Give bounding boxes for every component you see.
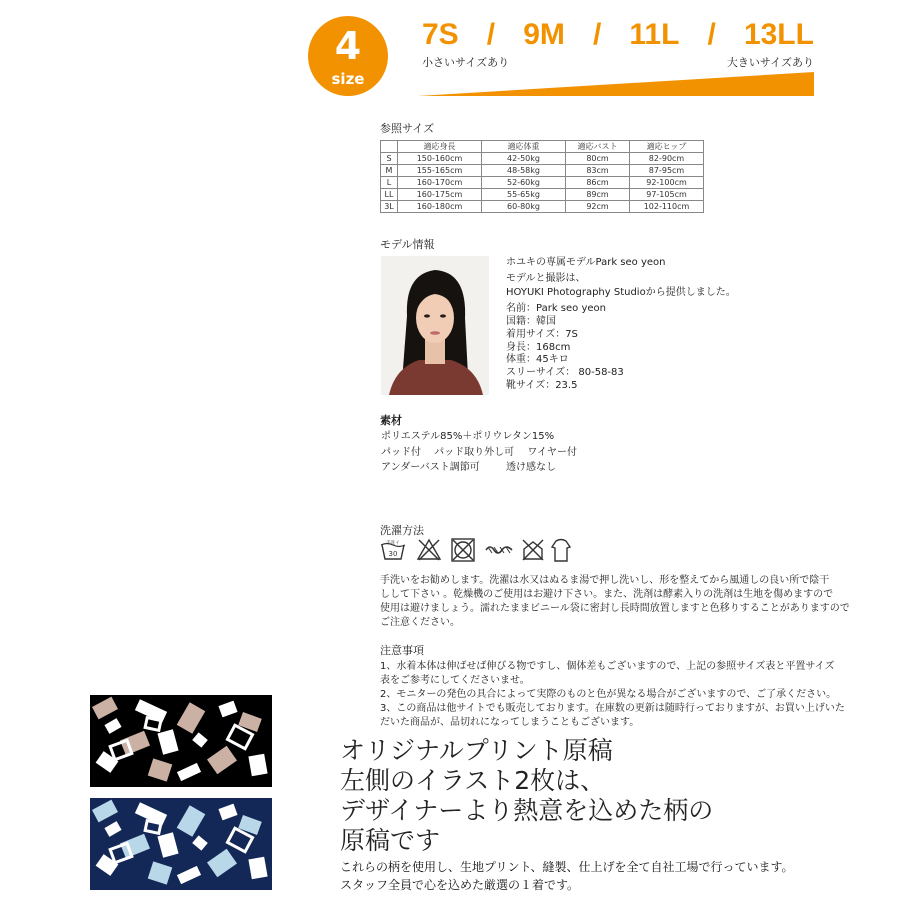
table-cell: 55-65kg (482, 189, 566, 201)
size-range-band (418, 72, 814, 96)
no-wring-icon (484, 537, 514, 563)
table-cell: 102-110cm (630, 201, 704, 213)
size-count-badge (308, 16, 388, 96)
table-cell: 83cm (566, 165, 630, 177)
table-cell: 160-175cm (398, 189, 482, 201)
size-9m: 9M (523, 18, 565, 51)
table-cell: 86cm (566, 177, 630, 189)
material-line: アンダーバスト調節可 透け感なし (381, 462, 557, 473)
table-row (381, 189, 704, 201)
model-line: 身長：168cm (506, 342, 571, 353)
table-cell: S (381, 153, 398, 165)
factory-note-line: スタッフ全員で心を込めた厳選の１着です。 (340, 878, 580, 892)
note-line: 1、水着本体は伸ばせば伸びる物ですし、個体差もございますので、上記の参照サイズ表と平置サイズ (380, 661, 835, 672)
original-print-line: オリジナルプリント原稿 (340, 736, 613, 765)
size-separator: / (707, 18, 716, 51)
model-photo (381, 256, 489, 395)
original-print-line: 左側のイラスト2枚は、 (340, 766, 606, 795)
print-pattern-sample-top (90, 695, 272, 787)
model-line: モデルと撮影は、 (506, 273, 586, 284)
small-size-note: 小さいサイズあり (422, 56, 510, 69)
model-line: 国籍：韓国 (506, 316, 556, 327)
print-pattern-sample-bottom (90, 798, 272, 890)
no-dry-clean-icon (520, 537, 546, 563)
size-separator: / (592, 18, 602, 51)
size-count-label: size (331, 70, 365, 88)
no-bleach-icon (416, 537, 442, 563)
model-line: 靴サイズ：23.5 (506, 380, 578, 391)
material-line: ポリエステル85%＋ポリウレタン15% (381, 431, 555, 442)
washing-text-line: 手洗いをお勧めします。洗濯は水又はぬるま湯で押し洗いし、形を整えてから風通しの良い所で陰干 (380, 575, 830, 586)
model-line: スリーサイズ： 80-58-83 (506, 367, 624, 378)
table-row (381, 177, 704, 189)
table-row (381, 153, 704, 165)
size-count-number: 4 (334, 24, 362, 68)
size-separator: / (486, 18, 496, 51)
table-header-row (381, 141, 704, 153)
table-cell: 92-100cm (630, 177, 704, 189)
table-cell: 97-105cm (630, 189, 704, 201)
hand-wash-icon (380, 537, 406, 563)
column-header (381, 141, 398, 153)
reference-size-table (380, 140, 704, 213)
note-line: 2、モニターの発色の具合によって実際のものと色が異なる場合がございますので、ご了承ください。 (380, 689, 837, 700)
column-header: 適応体重 (482, 141, 566, 153)
table-cell: 3L (381, 201, 398, 213)
table-cell: 82-90cm (630, 153, 704, 165)
size-list (422, 16, 814, 54)
table-cell: 60-80kg (482, 201, 566, 213)
model-line: HOYUKI Photography Studioから提供しました。 (506, 287, 736, 298)
table-cell: 92cm (566, 201, 630, 213)
column-header: 適応バスト (566, 141, 630, 153)
washing-heading: 洗濯方法 (380, 524, 424, 537)
size-7s: 7S (422, 18, 459, 51)
table-cell: 160-180cm (398, 201, 482, 213)
table-cell: L (381, 177, 398, 189)
table-cell: 42-50kg (482, 153, 566, 165)
material-line: パッド付 パッド取り外し可 ワイヤー付 (381, 447, 578, 458)
size-13ll: 13LL (743, 18, 814, 51)
size-11l: 11L (629, 18, 680, 51)
model-info-heading: モデル情報 (380, 238, 435, 251)
column-header: 適応身長 (398, 141, 482, 153)
washing-text-line: ご注意ください。 (380, 617, 460, 628)
table-cell: 160-170cm (398, 177, 482, 189)
model-line: 体重：45キロ (506, 354, 569, 365)
note-line: 表をご参考にしてくださいませ。 (380, 675, 530, 686)
table-row (381, 201, 704, 213)
no-tumble-dry-icon (450, 537, 476, 563)
table-row (381, 165, 704, 177)
large-size-note: 大きいサイズあり (726, 56, 814, 69)
table-cell: 155-165cm (398, 165, 482, 177)
material-heading: 素材 (380, 414, 402, 427)
table-cell: 52-60kg (482, 177, 566, 189)
table-cell: 87-95cm (630, 165, 704, 177)
hand-wash-temp: 30 (388, 550, 398, 558)
washing-text-line: 使用は避けましょう。濡れたままビニール袋に密封し長時間放置しますと色移りすることがありますので (380, 603, 850, 614)
hand-wash-label: 手洗イ (386, 541, 400, 546)
factory-note-line: これらの柄を使用し、生地プリント、縫製、仕上げを全て自社工場で行っています。 (340, 860, 794, 874)
notes-heading: 注意事項 (380, 644, 424, 657)
model-line: ホユキの専属モデルPark seo yeon (506, 257, 666, 268)
original-print-line: 原稿です (340, 826, 441, 855)
model-line: 名前：Park seo yeon (506, 303, 606, 314)
table-cell: 48-58kg (482, 165, 566, 177)
reference-size-heading: 参照サイズ (380, 122, 435, 135)
table-cell: 150-160cm (398, 153, 482, 165)
washing-text-line: しして下さい 。乾燥機のご使用はお避け下さい。また、洗剤は酵素入りの洗剤は生地を傷めますので (380, 589, 834, 600)
hang-dry-icon (548, 537, 574, 563)
note-line: だいた商品が、品切れになってしまうこともございます。 (380, 717, 640, 728)
table-cell: M (381, 165, 398, 177)
table-cell: 89cm (566, 189, 630, 201)
table-cell: 80cm (566, 153, 630, 165)
column-header: 適応ヒップ (630, 141, 704, 153)
note-line: 3、この商品は他サイトでも販売しております。在庫数の更新は随時行っておりますが、お買い上げいた (380, 703, 845, 714)
table-cell: LL (381, 189, 398, 201)
model-line: 着用サイズ：7S (506, 329, 578, 340)
original-print-line: デザイナーより熱意を込めた柄の (340, 796, 714, 825)
